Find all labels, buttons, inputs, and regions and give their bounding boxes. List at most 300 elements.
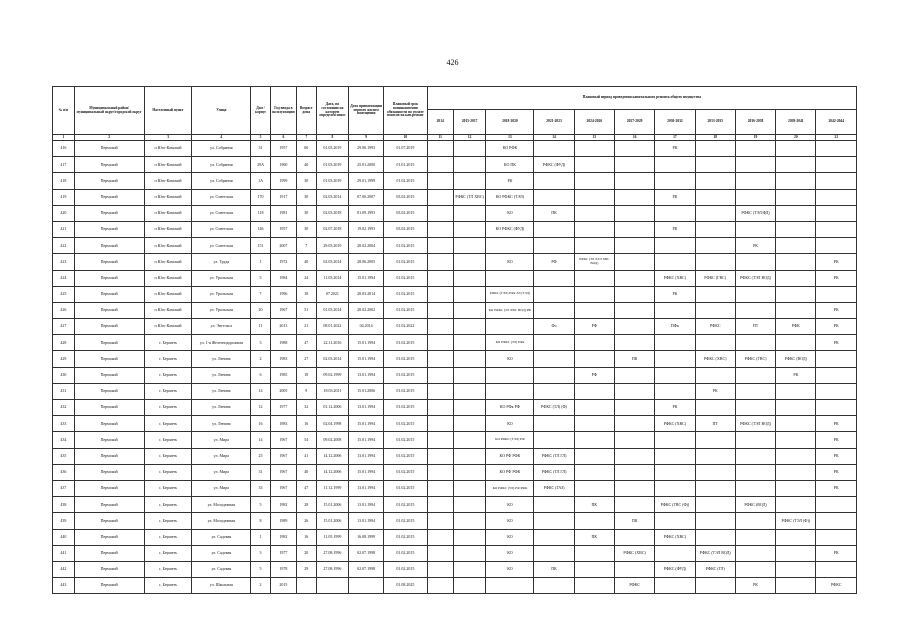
table-cell	[655, 157, 695, 173]
table-cell	[776, 335, 816, 351]
table-cell: РК	[816, 335, 857, 351]
table-cell: РФКС (ВОД)	[735, 497, 775, 513]
table-cell	[655, 254, 695, 270]
table-cell	[816, 189, 857, 205]
table-row	[53, 416, 857, 432]
table-cell: Пермский	[74, 545, 144, 561]
table-cell	[427, 319, 453, 335]
year-header: 2039-2041	[776, 110, 816, 135]
header-cell: Населенный пункт	[144, 87, 192, 135]
table-cell	[735, 302, 775, 318]
table-cell	[776, 205, 816, 221]
table-cell: п Юго-Камский	[144, 157, 192, 173]
table-cell: РФ	[534, 254, 574, 270]
table-cell: 26	[296, 513, 316, 529]
header-cell: Дата, по состоянию на которую определен износ	[316, 87, 349, 135]
table-cell	[735, 286, 775, 302]
table-cell	[427, 448, 453, 464]
table-cell: Пермский	[74, 254, 144, 270]
table-cell	[427, 302, 453, 318]
table-cell: Пермский	[74, 561, 144, 577]
table-cell: с. Бершеть	[144, 561, 192, 577]
table-row	[53, 578, 857, 594]
table-cell	[655, 545, 695, 561]
year-header: 2030-2032	[655, 110, 695, 135]
table-cell: 13.01.1994	[349, 497, 384, 513]
table-cell	[735, 513, 775, 529]
table-cell: ул. Собрания	[192, 173, 251, 189]
table-cell: Пермский	[74, 205, 144, 221]
table-cell: РФКС (ТЛ ГЛ)	[534, 464, 574, 480]
table-cell: РК	[816, 254, 857, 270]
table-cell: 1977	[270, 545, 296, 561]
table-cell	[816, 221, 857, 237]
table-cell: 1982	[270, 529, 296, 545]
table-cell	[453, 173, 486, 189]
table-cell: ул. Собрания	[192, 157, 251, 173]
table-cell: 15.01.2006	[349, 383, 384, 399]
table-cell: п Юго-Камский	[144, 205, 192, 221]
table-cell	[614, 480, 654, 496]
table-cell: 28.06.2005	[349, 254, 384, 270]
header-cell: Улица	[192, 87, 251, 135]
table-cell: 01.03.2019	[316, 157, 349, 173]
table-cell	[453, 561, 486, 577]
table-cell	[695, 448, 735, 464]
table-cell	[453, 529, 486, 545]
table-cell: ул. Советская	[192, 189, 251, 205]
table-cell	[453, 400, 486, 416]
table-cell: РК	[655, 400, 695, 416]
table-cell: РФКС (ТЭЛ ВОД)	[695, 545, 735, 561]
table-cell	[655, 432, 695, 448]
table-cell	[574, 416, 614, 432]
table-cell	[655, 335, 695, 351]
table-cell: РК	[655, 189, 695, 205]
table-cell: 01.02.2015	[384, 367, 428, 383]
table-cell: 01.02.2015	[384, 480, 428, 496]
table-cell	[486, 383, 534, 399]
table-cell	[614, 497, 654, 513]
table-cell: Пермский	[74, 416, 144, 432]
table-cell	[655, 480, 695, 496]
table-cell	[453, 367, 486, 383]
table-cell: 16	[296, 416, 316, 432]
column-number-cell: 10	[384, 135, 428, 141]
table-cell: ул. Школьная	[192, 578, 251, 594]
table-cell	[776, 529, 816, 545]
table-cell: 01.02.2015	[384, 497, 428, 513]
table-cell	[816, 351, 857, 367]
table-cell: 5	[251, 270, 271, 286]
table-cell: КО	[486, 497, 534, 513]
table-cell	[695, 254, 735, 270]
table-cell: ул. Мира	[192, 448, 251, 464]
table-cell: 22.11.2016	[316, 335, 349, 351]
table-cell: КО	[486, 351, 534, 367]
table-cell	[453, 205, 486, 221]
table-cell: ул. Ленина	[192, 416, 251, 432]
table-cell: 54	[296, 432, 316, 448]
table-cell	[695, 335, 735, 351]
table-row	[53, 335, 857, 351]
table-cell: 431	[53, 383, 75, 399]
table-cell	[427, 497, 453, 513]
table-cell: 1967	[270, 464, 296, 480]
table-cell: РК	[816, 416, 857, 432]
table-cell	[574, 383, 614, 399]
table-cell: 7	[296, 238, 316, 254]
table-cell	[816, 157, 857, 173]
table-cell: 417	[53, 157, 75, 173]
table-cell	[574, 480, 614, 496]
table-cell	[574, 400, 614, 416]
table-cell: 435	[53, 448, 75, 464]
table-cell	[776, 141, 816, 157]
table-cell: 13.01.1994	[349, 448, 384, 464]
table-cell	[534, 497, 574, 513]
table-cell: КО РФКС (ТЭЛ)	[486, 189, 534, 205]
table-cell	[574, 302, 614, 318]
table-cell: 60	[296, 141, 316, 157]
table-cell: ул. Мира	[192, 480, 251, 496]
table-cell: 11.05.1999	[316, 529, 349, 545]
table-cell: ПК	[574, 529, 614, 545]
table-cell: 28	[296, 497, 316, 513]
table-cell	[574, 335, 614, 351]
table-cell	[534, 302, 574, 318]
table-cell	[614, 141, 654, 157]
table-cell	[655, 513, 695, 529]
table-cell: 29.01.1999	[349, 173, 384, 189]
table-cell	[695, 157, 735, 173]
table-cell: 03.02.2015	[384, 205, 428, 221]
table-cell: Пермский	[74, 189, 144, 205]
table-cell: РК	[655, 141, 695, 157]
table-cell: 01.02.2015	[384, 351, 428, 367]
header-cell: Дата приватизации первого жилого помещения	[349, 87, 384, 135]
table-cell: 01.02.2015	[384, 173, 428, 189]
table-cell	[427, 529, 453, 545]
table-cell: 31	[251, 464, 271, 480]
table-cell	[453, 464, 486, 480]
table-cell: 433	[53, 416, 75, 432]
table-cell: 29	[296, 561, 316, 577]
column-number-cell: 7	[296, 135, 316, 141]
table-cell	[614, 270, 654, 286]
table-cell: с. Бершеть	[144, 448, 192, 464]
capital-repair-table	[52, 86, 857, 594]
table-cell	[614, 335, 654, 351]
table-cell	[574, 351, 614, 367]
column-number-cell: 20	[776, 135, 816, 141]
table-cell	[776, 561, 816, 577]
table-cell: Пермский	[74, 400, 144, 416]
table-cell: 1967	[270, 302, 296, 318]
table-cell: 420	[53, 205, 75, 221]
table-cell: ул. Собрания	[192, 141, 251, 157]
table-cell	[776, 545, 816, 561]
table-row	[53, 383, 857, 399]
table-cell	[695, 189, 735, 205]
table-cell	[453, 448, 486, 464]
table-row	[53, 157, 857, 173]
table-cell	[453, 416, 486, 432]
table-cell	[776, 497, 816, 513]
column-number-cell: 4	[192, 135, 251, 141]
table-cell	[816, 383, 857, 399]
year-header: 2042-2044	[816, 110, 857, 135]
table-cell	[427, 238, 453, 254]
table-cell	[655, 351, 695, 367]
table-cell: ПК	[614, 513, 654, 529]
table-cell: РФКС (ХВС)	[655, 270, 695, 286]
table-cell: 27	[296, 351, 316, 367]
table-cell: 437	[53, 480, 75, 496]
table-cell: 1977	[270, 400, 296, 416]
table-cell: 32	[296, 400, 316, 416]
table-cell: 440	[53, 529, 75, 545]
table-row	[53, 286, 857, 302]
table-cell	[614, 173, 654, 189]
table-cell: Пермский	[74, 497, 144, 513]
table-cell: РК	[735, 578, 775, 594]
table-cell	[776, 221, 816, 237]
table-cell	[816, 400, 857, 416]
table-cell: РФКС (ТЭЛ (Ф))	[776, 513, 816, 529]
table-cell: 13.01.1994	[349, 367, 384, 383]
table-cell	[735, 432, 775, 448]
table-cell: п Юго-Камский	[144, 286, 192, 302]
table-cell	[427, 545, 453, 561]
table-cell: с. Бершеть	[144, 464, 192, 480]
table-cell	[735, 173, 775, 189]
table-cell: 01.02.2015	[384, 238, 428, 254]
table-cell	[534, 270, 574, 286]
table-cell	[427, 141, 453, 157]
table-cell: 03.02.2015	[384, 189, 428, 205]
table-cell: 12	[251, 400, 271, 416]
table-cell	[534, 351, 574, 367]
table-cell	[316, 578, 349, 594]
table-cell: ул. Ленина	[192, 351, 251, 367]
table-cell: 418	[53, 173, 75, 189]
table-cell: ПК	[534, 205, 574, 221]
table-cell: Пермский	[74, 448, 144, 464]
table-cell	[534, 189, 574, 205]
table-cell: РФКС (ГВС (Ф))	[655, 497, 695, 513]
table-cell	[776, 416, 816, 432]
table-cell: 02.07.2018	[316, 221, 349, 237]
table-cell	[614, 529, 654, 545]
table-cell	[534, 529, 574, 545]
table-cell: 1917	[270, 189, 296, 205]
table-cell: 01.02.2015	[384, 545, 428, 561]
column-number-cell: 21	[816, 135, 857, 141]
table-cell: РК	[816, 270, 857, 286]
table-cell: п Юго-Камский	[144, 141, 192, 157]
table-cell: 01.02.2015	[384, 529, 428, 545]
table-cell: 5	[251, 561, 271, 577]
table-cell: 2013	[270, 319, 296, 335]
column-number-cell: 5	[251, 135, 271, 141]
column-number-cell: 11	[427, 135, 453, 141]
column-number-cell: 8	[316, 135, 349, 141]
table-cell: 30	[296, 173, 316, 189]
table-cell	[453, 319, 486, 335]
table-cell: 425	[53, 286, 75, 302]
table-cell	[776, 270, 816, 286]
table-cell	[534, 221, 574, 237]
table-cell	[574, 173, 614, 189]
table-cell: 02.03.2014	[316, 254, 349, 270]
table-row	[53, 189, 857, 205]
table-cell: 29.03.2019	[316, 238, 349, 254]
table-cell: 07.2021	[316, 286, 349, 302]
year-header: 2024-2026	[574, 110, 614, 135]
table-cell: 1985	[270, 367, 296, 383]
table-cell	[735, 157, 775, 173]
table-cell: 01.09.1993	[349, 205, 384, 221]
table-cell: 427	[53, 319, 75, 335]
table-cell: 15.01.1994	[349, 416, 384, 432]
column-number-cell: 15	[574, 135, 614, 141]
column-number-cell: 17	[655, 135, 695, 141]
table-cell: 04.2014	[349, 319, 384, 335]
table-cell: Пермский	[74, 238, 144, 254]
table-cell: 33	[251, 480, 271, 496]
table-cell: 18	[296, 367, 316, 383]
table-cell	[574, 221, 614, 237]
table-cell: 29А	[251, 157, 271, 173]
table-cell: РК	[816, 302, 857, 318]
table-cell	[776, 480, 816, 496]
table-cell: 08.01.2022	[316, 319, 349, 335]
header-cell: Год ввода в эксплуатацию	[270, 87, 296, 135]
column-number-cell: 3	[144, 135, 192, 141]
table-cell	[574, 578, 614, 594]
table-cell	[735, 480, 775, 496]
table-cell	[574, 464, 614, 480]
table-cell	[816, 141, 857, 157]
table-cell: Пермский	[74, 302, 144, 318]
table-cell: ул. Садовая	[192, 545, 251, 561]
table-cell	[427, 400, 453, 416]
table-cell: 01.02.2015	[384, 448, 428, 464]
table-cell: РФКС (ТЛ ГЛ)	[534, 448, 574, 464]
table-cell: с. Бершеть	[144, 513, 192, 529]
table-cell	[735, 545, 775, 561]
table-cell: КО	[486, 545, 534, 561]
table-cell: ул. Молодежная	[192, 497, 251, 513]
table-cell	[776, 464, 816, 480]
column-number-cell: 6	[270, 135, 296, 141]
table-cell: 25	[251, 448, 271, 464]
table-cell: 2007	[270, 238, 296, 254]
table-cell: 1996	[270, 286, 296, 302]
table-cell	[534, 513, 574, 529]
table-row	[53, 302, 857, 318]
table-cell: 09.02.2008	[316, 432, 349, 448]
table-cell	[453, 238, 486, 254]
table-cell	[614, 319, 654, 335]
table-cell	[574, 189, 614, 205]
table-cell: 15.01.1994	[349, 464, 384, 480]
table-cell: 15.01.1994	[349, 270, 384, 286]
table-cell: РК	[695, 383, 735, 399]
table-cell	[427, 157, 453, 173]
table-cell: РК	[486, 173, 534, 189]
table-cell	[534, 286, 574, 302]
table-cell	[453, 497, 486, 513]
table-cell	[655, 367, 695, 383]
table-cell	[735, 335, 775, 351]
table-cell: РК	[816, 480, 857, 496]
table-cell	[695, 513, 735, 529]
table-cell	[534, 367, 574, 383]
table-cell: КО РФ РФК	[486, 448, 534, 464]
table-cell	[735, 141, 775, 157]
table-cell: 5	[251, 497, 271, 513]
table-cell	[816, 529, 857, 545]
table-cell: Пермский	[74, 578, 144, 594]
table-cell: 01.02.2015	[384, 464, 428, 480]
table-cell: Пермский	[74, 141, 144, 157]
table-cell: КО	[486, 529, 534, 545]
table-cell	[427, 221, 453, 237]
table-cell: 146	[251, 221, 271, 237]
table-cell: РФКС	[695, 319, 735, 335]
table-cell	[776, 302, 816, 318]
table-cell: 416	[53, 141, 75, 157]
table-cell: 01.02.2015	[384, 383, 428, 399]
table-cell	[614, 561, 654, 577]
table-cell: 8	[251, 513, 271, 529]
table-cell: 18	[296, 286, 316, 302]
table-cell	[614, 238, 654, 254]
table-cell	[816, 238, 857, 254]
table-cell: п Юго-Камский	[144, 189, 192, 205]
table-cell: Пермский	[74, 351, 144, 367]
header-cell: Муниципальный район/муниципальный округ/городской округ	[74, 87, 144, 135]
table-cell: 02.07.1998	[349, 561, 384, 577]
table-cell	[574, 205, 614, 221]
table-cell: 443	[53, 578, 75, 594]
table-cell: Пермский	[74, 157, 144, 173]
table-cell	[655, 383, 695, 399]
table-cell	[534, 383, 574, 399]
table-cell: КО	[486, 561, 534, 577]
table-cell: ПТ	[695, 416, 735, 432]
table-cell	[574, 561, 614, 577]
table-cell: 02.03.2014	[316, 189, 349, 205]
table-cell	[486, 270, 534, 286]
table-cell: с. Бершеть	[144, 383, 192, 399]
table-cell	[574, 286, 614, 302]
table-cell: РФКС (ФУД)	[655, 561, 695, 577]
table-cell	[695, 302, 735, 318]
table-cell	[695, 480, 735, 496]
table-body	[53, 141, 857, 594]
table-cell	[427, 270, 453, 286]
table-cell	[427, 173, 453, 189]
table-cell: 07.06.2007	[349, 189, 384, 205]
table-cell: РК	[735, 238, 775, 254]
table-cell	[574, 238, 614, 254]
table-cell	[453, 480, 486, 496]
table-cell	[776, 448, 816, 464]
table-cell	[735, 367, 775, 383]
